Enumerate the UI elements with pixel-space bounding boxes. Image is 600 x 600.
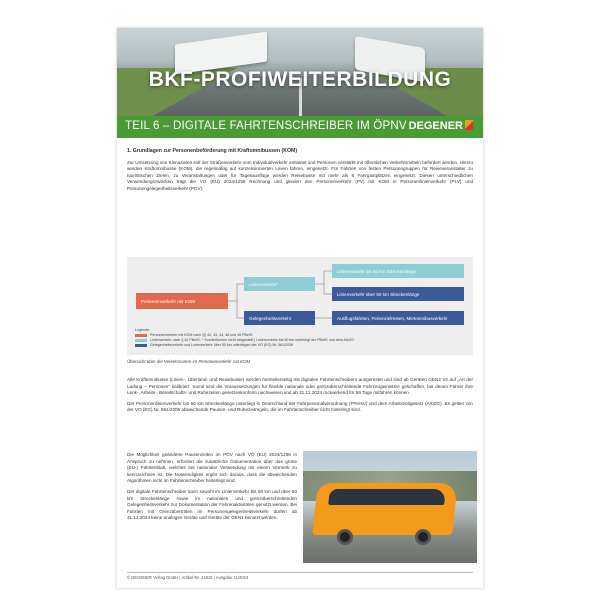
body-section-left-column xyxy=(127,452,297,526)
diagram-legend xyxy=(135,328,354,348)
diagram-caption: Übersicht über die Verkehrsarten im Personenverkehr mit KOM xyxy=(127,359,251,364)
legend-item xyxy=(135,343,354,348)
paragraph-pausenzeiten: Die Möglichkeit geänderte Pausenzeiten im PGV nach VO (EU) 2024/1258 in Anspruch zu nehmen, erfordert die zusätzliche Dokumentation über das grüne (EU-) Fahrtenblatt, welches bei nationaler Verwendung mit einem Vermerk zu kennzeichnen ist. Die Notwendigkeit ergibt sich daraus, dass die abweichenden Algorithmen nicht im Fahrtenschreiber hinterlegt sind. xyxy=(127,452,297,484)
paragraph-intro: Zur Umsetzung von Klimazielen soll der Straßenverkehr vom Individualverkehr entlastet und Personen verstärkt mit öffentlichen Verkehrsmitteln befördert werden. Hierzu werden Kraftomnibusse (KOM), die regelmäßig auf konzessionierten Linien fahren, eingesetzt. Für Fahrten von festen Personengruppen für Reiseveranstalter zu touristischen Zielen, zu Veranstaltungen oder für Tagesausflüge werden Reisebusse mit mehr als 8 Fahrgastplätzen eingesetzt. Diesen unterschiedlichen Verwendungszwecken trägt die VO (EU) 2024/1258 Rechnung und gliedert den Personenverkehr (PV) mit KOM in Personenlinienverkehr (PLV) und Personengelegenheitsverkehr (PGV). xyxy=(127,159,473,191)
paragraph-fahrtenschreiber: Der digitale Fahrtenschreiber kann sowohl im Linienverkehr bis 50 km und über 50 km Streckenlänge sowie im nationalen und grenzüberschreitenden Gelegenheitsverkehr zur Dokumentation der Fahrenaktivitäten genutzt werden. Bei Fahrten mit Grenzübertritten im Personengelegenheitsverkehr dürfen ab 31.12.2024 keine analogen Geräte und Geräte der GEN1 benutzt werden. xyxy=(127,488,297,521)
legend-swatch xyxy=(135,344,147,347)
document-page xyxy=(117,28,483,588)
paragraph-linienverkehr: Der Personenlinienverkehr bis 50 km Streckenlänge unterliegt in Deutschland der Fahrpersonalverordnung (FPersV) und dem Arbeitszeitgesetz (ArbZG). Es gelten von der VO (EG) Nr. 561/2006 abweichende Pausen- und Ruhezeitregeln, die im Fahrtenschreiber nicht hinterlegt sind. xyxy=(127,400,473,413)
diagram-leaf-3-label: Ausflugsfahrten, Ferienzielreisen, Mietomnibusverkehr xyxy=(337,315,448,321)
subtitle-band xyxy=(117,116,483,138)
page-subtitle: TEIL 6 – DIGITALE FAHRTENSCHREIBER IM ÖPNV xyxy=(125,120,407,132)
brand-logo xyxy=(409,120,473,132)
legend-swatch xyxy=(135,339,147,342)
legend-item-label: Linienverkehr nach § 42 PBefG; * Sonderformen nicht dargestellt | Linienverkehr bis 50 km unterliegt der PBefG und dem ArbZG xyxy=(150,338,355,342)
paragraph-equipment: Alle Kraftomnibusse (Linien-, Überland- und Reisebusse) werden herstellerseitig mit digitalen Fahrtenschreibern ausgerüstet und sind ab Geräten GEN2 V2 auf „Art der Ladung – Personen" kalibriert. Somit sind die Voraussetzungen für flexible nationale oder grenzüberschreitende Fahrzeugeinsätze geschaffen, bei denen Fahrer ihre Lenk-, Arbeits-, Bereitschafts- und Ruhezeiten gesetzeskonform nachweisen und ab 31.12.2024 rückwirkend für 56 Tage mitführen können. xyxy=(127,377,473,396)
coach-window-shape xyxy=(328,489,446,505)
traffic-types-diagram xyxy=(127,257,473,355)
body-section xyxy=(127,377,473,418)
diagram-root-label: Personenverkehr mit KOM xyxy=(141,298,196,304)
diagram-gelegenheit-label: Gelegenheitsverkehr xyxy=(249,315,292,321)
wheel-shape xyxy=(337,529,353,545)
diagram-linie-box xyxy=(244,277,315,291)
diagram-linie-label: Linienverkehr* xyxy=(249,281,279,287)
diagram-leaf-1-box xyxy=(332,264,464,278)
page-footer: © DEGENER Verlag GmbH | Artikel-Nr. 41815 | Ausgabe 11/2024 xyxy=(127,572,473,580)
diagram-root-box xyxy=(136,293,228,309)
brand-flag-icon xyxy=(465,120,473,130)
brand-name: DEGENER xyxy=(408,120,463,132)
diagram-leaf-2-label: Linienverkehr über 50 km Streckenlänge xyxy=(337,291,420,297)
diagram-leaf-1-label: Linienverkehr bis 50 km Streckenlänge xyxy=(337,268,417,274)
intro-section xyxy=(127,148,473,197)
legend-swatch xyxy=(135,334,147,337)
legend-item-label: Gelegenheitsverkehr und Linienverkehr über 50 km unterliegen der VO (EG) Nr. 561/2006 xyxy=(150,343,294,347)
diagram-gelegenheit-box xyxy=(244,311,315,325)
diagram-leaf-3-box xyxy=(332,311,464,325)
page-title: BKF-PROFIWEITERBILDUNG xyxy=(148,68,452,91)
coach-bus-photo xyxy=(303,451,477,563)
diagram-leaf-2-box xyxy=(332,287,464,301)
section-heading: 1. Grundlagen zur Personenbeförderung mit Kraftomnibussen (KOM) xyxy=(127,148,298,154)
header-photo-highway xyxy=(117,28,483,116)
legend-title: Legende: xyxy=(135,328,150,332)
legend-item-label: Personenverkehr mit KOM nach §§ 42, 43, 44, 46 und 49 PBefG xyxy=(150,333,253,337)
wheel-shape xyxy=(415,529,431,545)
